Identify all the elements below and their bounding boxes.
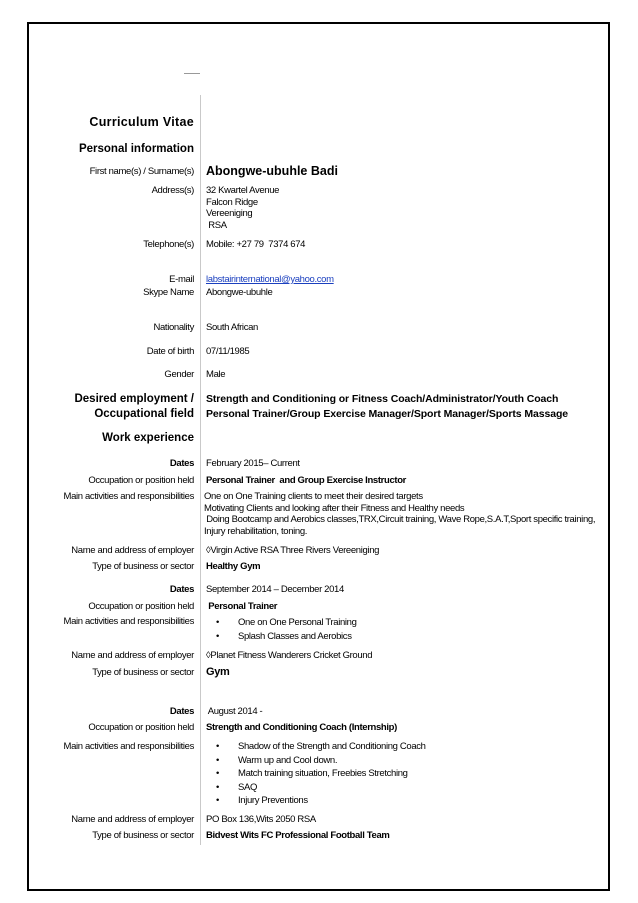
gender-label: Gender	[164, 369, 194, 380]
job1-activities-label: Main activities and responsibilities	[63, 491, 194, 502]
activity-line: Doing Bootcamp and Aerobics classes,TRX,Circuit training, Wave Rope,S.A.T,Sport specific training,	[204, 514, 596, 525]
full-name: Abongwe-ubuhle Badi	[206, 164, 338, 178]
telephone-value: Mobile: +27 79 7374 674	[206, 239, 306, 250]
job2-activities	[206, 616, 357, 643]
address-line: Falcon Ridge	[206, 196, 258, 208]
job1-employer-label: Name and address of employer	[71, 545, 194, 556]
list-item: • Splash Classes and Aerobics	[206, 630, 357, 644]
job3-activities-label: Main activities and responsibilities	[63, 741, 194, 752]
email-label: E-mail	[169, 274, 194, 285]
job2-employer-label: Name and address of employer	[71, 650, 194, 661]
skype-value: Abongwe-ubuhle	[206, 287, 273, 298]
job3-occupation-label: Occupation or position held	[88, 722, 194, 733]
skype-label: Skype Name	[143, 287, 194, 298]
job3-business: Bidvest Wits FC Professional Football Team	[206, 830, 390, 841]
address-block	[206, 185, 279, 231]
telephone-label: Telephone(s)	[143, 239, 194, 250]
job3-business-label: Type of business or sector	[92, 830, 194, 841]
address-label: Address(s)	[151, 185, 194, 196]
job2-occupation-label: Occupation or position held	[88, 601, 194, 612]
job3-occupation: Strength and Conditioning Coach (Internship)	[206, 722, 397, 733]
job1-occupation-label: Occupation or position held	[88, 475, 194, 486]
list-item: • Injury Preventions	[206, 794, 426, 808]
job3-dates-label: Dates	[169, 706, 194, 717]
job2-business: Gym	[206, 666, 230, 678]
list-item: • One on One Personal Training	[206, 616, 357, 630]
dob-label: Date of birth	[146, 346, 194, 357]
list-item: • Match training situation, Freebies Stretching	[206, 767, 426, 781]
address-line: RSA	[206, 219, 227, 231]
column-divider	[200, 95, 201, 845]
job1-dates: February 2015– Current	[206, 458, 300, 469]
address-line: Vereeniging	[206, 208, 253, 219]
job1-business-label: Type of business or sector	[92, 561, 194, 572]
job1-dates-label: Dates	[169, 458, 194, 469]
desired-label-line: Occupational field	[94, 408, 194, 420]
job3-employer-label: Name and address of employer	[71, 814, 194, 825]
job1-occupation: Personal Trainer and Group Exercise Instructor	[206, 475, 407, 486]
address-line: 32 Kwartel Avenue	[206, 185, 280, 196]
list-item: • SAQ	[206, 781, 426, 795]
activity-line: Motivating Clients and looking after their Fitness and Healthy needs	[204, 502, 465, 514]
desired-label-line: Desired employment /	[74, 393, 194, 405]
job2-activities-label: Main activities and responsibilities	[63, 616, 194, 627]
job3-dates: August 2014 -	[206, 706, 263, 717]
work-experience-heading: Work experience	[102, 432, 194, 444]
activity-line: One on One Training clients to meet their desired targets	[204, 491, 423, 502]
job2-dates-label: Dates	[169, 584, 194, 595]
dob-value: 07/11/1985	[206, 346, 250, 357]
job2-business-label: Type of business or sector	[92, 667, 194, 678]
job3-activities	[206, 740, 426, 808]
job2-employer: ◊Planet Fitness Wanderers Cricket Ground	[206, 650, 373, 661]
desired-value-line: Strength and Conditioning or Fitness Coach/Administrator/Youth Coach	[206, 393, 559, 405]
gender-value: Male	[206, 369, 226, 380]
desired-value-line: Personal Trainer/Group Exercise Manager/Sport Manager/Sports Massage	[206, 408, 568, 420]
cv-title: Curriculum Vitae	[89, 115, 194, 129]
nationality-value: South African	[206, 322, 258, 333]
activity-line: Injury rehabilitation, toning.	[204, 525, 308, 537]
header-mark	[184, 73, 200, 74]
job1-employer: ◊Virgin Active RSA Three Rivers Vereeniging	[206, 545, 380, 556]
nationality-label: Nationality	[153, 322, 194, 333]
list-item: • Shadow of the Strength and Conditioning Coach	[206, 740, 426, 754]
email-link[interactable]: labstairinternational@yahoo.com	[206, 274, 334, 285]
job2-occupation: Personal Trainer	[206, 601, 278, 612]
list-item: • Warm up and Cool down.	[206, 754, 426, 768]
desired-employment-label	[74, 392, 194, 422]
job2-dates: September 2014 – December 2014	[206, 584, 344, 595]
job1-business: Healthy Gym	[206, 561, 261, 572]
job1-activities	[204, 491, 595, 537]
job3-employer: PO Box 136,Wits 2050 RSA	[206, 814, 316, 825]
personal-info-heading: Personal information	[78, 143, 194, 155]
desired-employment-value	[206, 392, 568, 422]
name-label: First name(s) / Surname(s)	[89, 166, 194, 177]
